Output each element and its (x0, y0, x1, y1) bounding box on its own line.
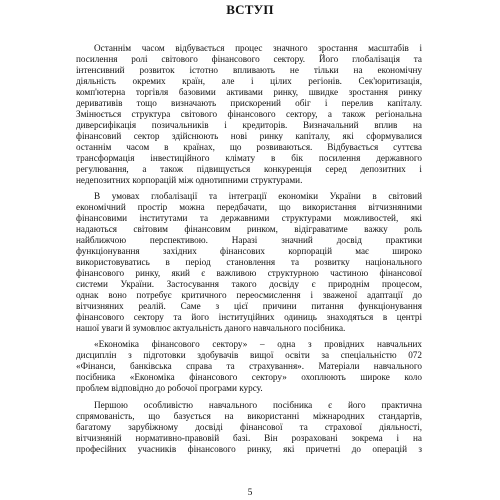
text-line: проблем відповідно до робочої програми курсу. (76, 383, 263, 393)
text-line: Змінюється структура світового фінансового сектору, а також регіональна (76, 109, 422, 119)
text-line: трансформація інвестиційного клімату в бік посилення державного (76, 153, 422, 163)
text-line: останнім часом в країнах, що розвиваються. Відбувається суттєва (76, 142, 422, 152)
text-line: посилення ролі світового фінансового сектору. Його глобалізація та (76, 54, 422, 64)
text-line: використовуватись в період становлення та розвитку національного (76, 257, 422, 267)
text-line: інтенсивний розвиток істотно впливають не тільки на економічну (76, 65, 422, 75)
text-line: професійних учасників фінансового ринку, які причетні до операцій з (76, 444, 422, 454)
text-line: функціонування західних фінансових корпорацій має широко (76, 246, 422, 256)
text-line: дисциплін з підготовки здобувачів вищої освіти за спеціальністю 072 (76, 350, 422, 360)
text-line: фінансового сектору та його інституційних одиниць знаходяться в центрі (76, 312, 422, 322)
text-line: вітчизняній нормативно-правовій базі. Він розраховані зокрема і на (76, 433, 422, 443)
text-line: Першою особливістю навчального посібника є його практична (94, 400, 422, 410)
text-line: надаються світовим фінансовим ринком, відіграватиме важку роль (76, 224, 422, 234)
text-line: економічний простір можна передбачати, що використання вітчизняними (76, 202, 422, 212)
text-line: фінансового ринку, який є важливою структурною частиною фінансової (76, 268, 422, 278)
text-line: деривативів тощо визначають прискорений обіг і перелив капіталу. (76, 98, 422, 108)
text-line: диверсифікація позичальників і кредиторів. Визначальний вплив на (76, 120, 422, 130)
text-line: «Фінанси, банківська справа та страхування». Матеріали навчального (76, 361, 422, 371)
text-line: фінансовими інститутами та державними структурами можливостей, які (76, 213, 422, 223)
text-line: недепозитних корпорацій між однотипними структурами. (76, 175, 303, 185)
text-line: фінансовий сектор здійснюють нові ринку капіталу, які сформувалися (76, 131, 422, 141)
text-line: однак воно потребує критичного переосмислення і зваженої адаптації до (76, 290, 422, 300)
text-line: Останнім часом відбувається процес значного зростання масштабів і (94, 43, 422, 53)
page-title: ВСТУП (226, 2, 274, 17)
text-line: «Економіка фінансового сектору» – одна з провідних навчальних (94, 339, 422, 349)
text-line: багатому зарубіжному досвіді фінансової та страхової діяльності, (76, 422, 422, 432)
text-line: комп'ютерна торгівля базовими активами ринку, швидке зростання ринку (76, 87, 422, 97)
text-line: найближчою перспективою. Наразі значний досвід практики (76, 235, 422, 245)
text-line: системи України. Застосування такого досвіду є природнім процесом, (76, 279, 422, 289)
text-line: вітчизняних реалій. Саме з цієї причини питання функціонування (76, 301, 422, 311)
text-line: посібника «Економіка фінансового сектору» охоплюють широке коло (76, 372, 422, 382)
text-line: діяльність окремих країн, але і цілих регіонів. Сек'юритизація, (76, 76, 422, 86)
text-line: регулювання, а також підвищується конкуренція серед депозитних і (76, 164, 422, 174)
text-line: спрямованість, що базується на використанні міжнародних стандартів, (76, 411, 422, 421)
text-line: нашої уваги й зумовлює актуальність даного навчального посібника. (76, 323, 346, 333)
page-number: 5 (247, 488, 253, 498)
text-line: В умовах глобалізації та інтеграції економіки України в світовий (94, 191, 422, 201)
